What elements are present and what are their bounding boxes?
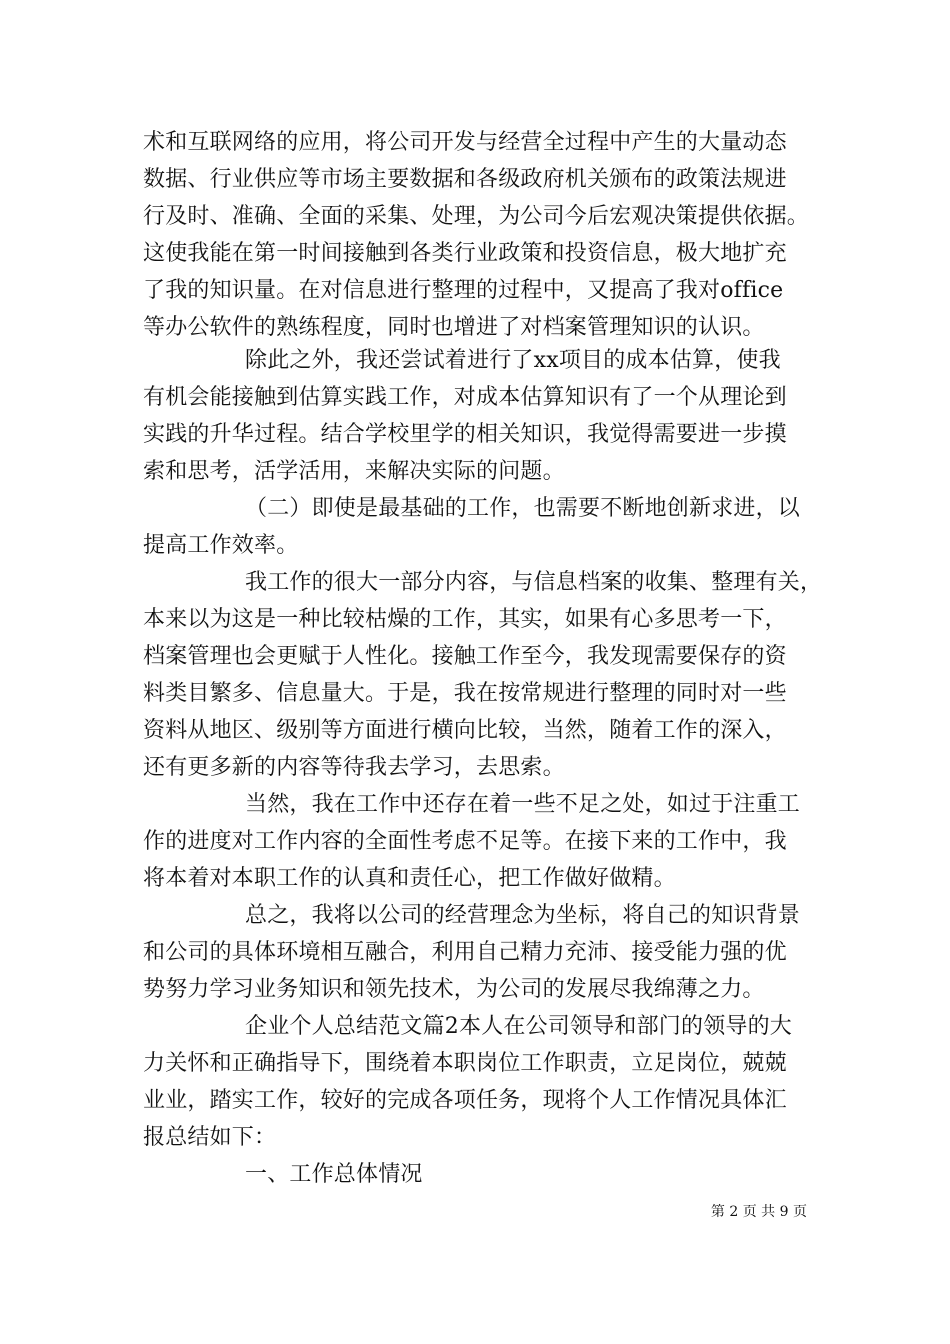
text-line: 实践的升华过程。结合学校里学的相关知识，我觉得需要进一步摸	[143, 422, 787, 447]
text-line: 报总结如下：	[143, 1125, 277, 1150]
paragraph-start-line: 除此之外，我还尝试着进行了xx项目的成本估算，使我	[245, 348, 781, 373]
text-line: 资料从地区、级别等方面进行横向比较，当然，随着工作的深入，	[143, 718, 787, 743]
text-line: 等办公软件的熟练程度，同时也增进了对档案管理知识的认识。	[143, 315, 765, 340]
text-line: 业业，踏实工作，较好的完成各项任务，现将个人工作情况具体汇	[143, 1088, 787, 1113]
text-line: 有机会能接触到估算实践工作，对成本估算知识有了一个从理论到	[143, 385, 787, 410]
text-line: 术和互联网络的应用，将公司开发与经营全过程中产生的大量动态	[143, 130, 787, 155]
page-number-footer: 第 2 页 共 9 页	[710, 1204, 807, 1220]
paragraph-start-line: 当然，我在工作中还存在着一些不足之处，如过于注重工	[245, 792, 801, 817]
text-line: 力关怀和正确指导下，围绕着本职岗位工作职责，立足岗位，兢兢	[143, 1051, 787, 1076]
text-line: 提高工作效率。	[143, 533, 299, 558]
text-line: 了我的知识量。在对信息进行整理的过程中，又提高了我对office	[143, 278, 784, 303]
section-heading-line: （二）即使是最基础的工作，也需要不断地创新求进，以	[245, 496, 801, 521]
paragraph-start-line: 我工作的很大一部分内容，与信息档案的收集、整理有关，	[245, 570, 823, 595]
text-line: 将本着对本职工作的认真和责任心，把工作做好做精。	[143, 866, 676, 891]
text-line: 本来以为这是一种比较枯燥的工作，其实，如果有心多思考一下，	[143, 607, 787, 632]
text-line: 数据、行业供应等市场主要数据和各级政府机关颁布的政策法规进	[143, 167, 787, 192]
paragraph-start-line: 总之，我将以公司的经营理念为坐标，将自己的知识背景	[245, 903, 801, 928]
text-line: 作的进度对工作内容的全面性考虑不足等。在接下来的工作中，我	[143, 829, 787, 854]
section-heading-line: 一、工作总体情况	[245, 1162, 423, 1187]
text-line: 和公司的具体环境相互融合，利用自己精力充沛、接受能力强的优	[143, 940, 787, 965]
text-line: 档案管理也会更赋于人性化。接触工作至今，我发现需要保存的资	[143, 644, 787, 669]
text-line: 索和思考，活学活用，来解决实际的问题。	[143, 459, 565, 484]
text-line: 行及时、准确、全面的采集、处理，为公司今后宏观决策提供依据。	[143, 204, 810, 229]
text-line: 这使我能在第一时间接触到各类行业政策和投资信息，极大地扩充	[143, 241, 787, 266]
paragraph-start-line: 企业个人总结范文篇2本人在公司领导和部门的领导的大	[245, 1014, 792, 1039]
text-line: 势努力学习业务知识和领先技术，为公司的发展尽我绵薄之力。	[143, 977, 765, 1002]
text-line: 还有更多新的内容等待我去学习，去思索。	[143, 755, 565, 780]
text-line: 料类目繁多、信息量大。于是，我在按常规进行整理的同时对一些	[143, 681, 787, 706]
